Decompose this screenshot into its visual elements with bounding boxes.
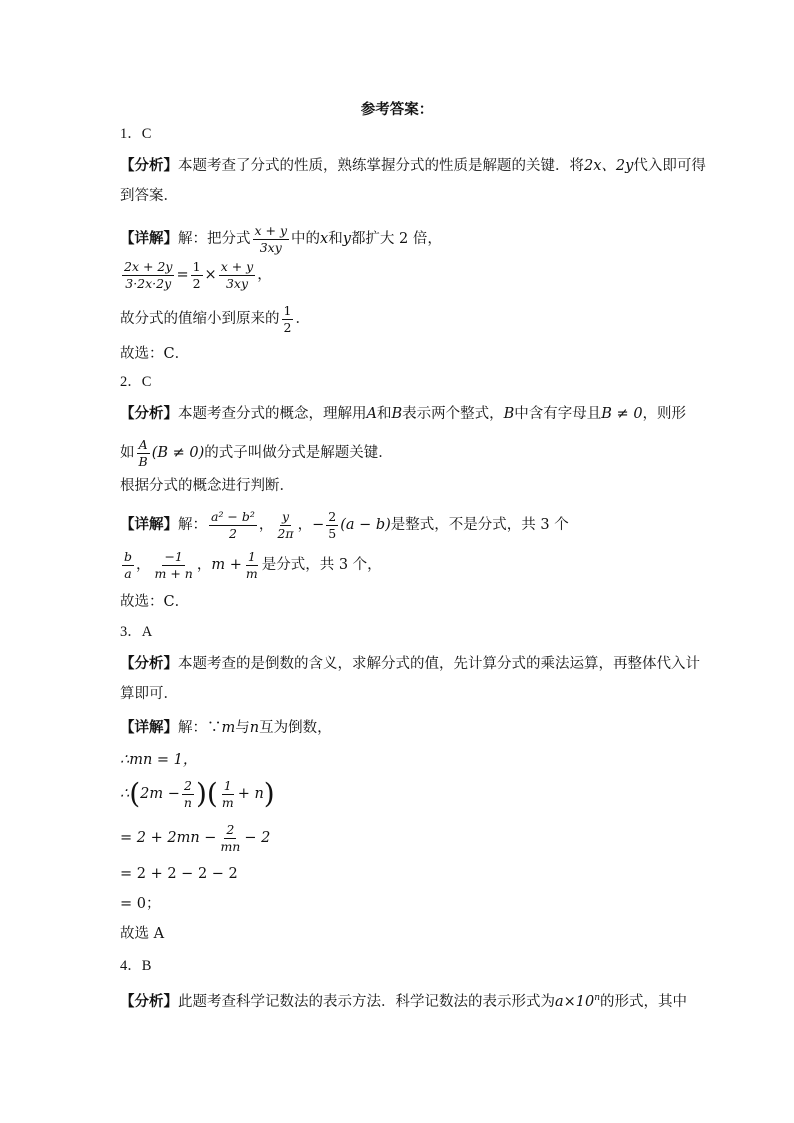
q3-choice: 故选 A: [120, 926, 165, 942]
q1-equation: $\frac{2x + 2y}{3\cdot 2x\cdot 2y}$ = $\frac{1}{2}$ × $\frac{x + y}{3xy}$ ，: [124, 258, 272, 291]
fraction: $\frac{2}{n}$: [183, 777, 192, 810]
analysis-tag: 【分析】: [120, 405, 178, 422]
fraction: $\frac{1}{2}$: [192, 258, 201, 291]
q3-step-4: = 2 + 2 − 2 − 2: [120, 866, 238, 882]
page-title: 参考答案：: [360, 101, 434, 118]
fraction: $\frac{1}{m}$: [245, 548, 258, 581]
q1-analysis: 【分析】本题考查了分式的性质，熟练掌握分式的性质是解题的关键．将2x、2y代入即可得: [120, 157, 706, 174]
q2-analysis-cont: 如 $\frac{A}{B}$ (B ≠ 0)的式子叫做分式是解题关键．: [120, 436, 393, 469]
q4-analysis: 【分析】此题考查科学记数法的表示方法．科学记数法的表示形式为$a\times 10^n$的形式，其中: [120, 992, 688, 1010]
q3-analysis: 【分析】本题考查的是倒数的含义，求解分式的值，先计算分式的乘法运算，再整体代入计: [120, 655, 700, 672]
fraction: $\frac{b}{a}$: [124, 548, 133, 581]
analysis-tag: 【分析】: [120, 157, 178, 174]
detail-tag: 【详解】: [120, 516, 178, 533]
q2-detail-cont: $\frac{b}{a}$ ， $\frac{-1}{m + n}$ ，m + $\frac{1}{m}$ 是分式，共 3 个，: [124, 548, 382, 581]
q1-analysis-cont: 到答案．: [120, 188, 178, 204]
q2-analysis: 【分析】本题考查分式的概念，理解用A和B表示两个整式，B中含有字母且B ≠ 0，则形: [120, 405, 687, 422]
q1-conclusion: 故分式的值缩小到原来的 $\frac{1}{2}$ ．: [120, 302, 310, 335]
q3-analysis-cont: 算即可．: [120, 686, 178, 702]
fraction: $\frac{2}{5}$: [328, 508, 337, 541]
fraction: $\frac{x + y}{3xy}$: [220, 258, 254, 291]
fraction: $\frac{2}{mn}$: [220, 821, 241, 854]
q1-detail: 【详解】解：把分式 $\frac{x + y}{3xy}$ 中的x和y都扩大 2 倍，: [120, 222, 442, 255]
fraction: $\frac{\text{a² − b²}}{2}$: [211, 508, 255, 541]
detail-tag: 【详解】: [120, 719, 178, 736]
fraction: $\frac{y}{2\pi}$: [277, 508, 294, 541]
fraction: $\frac{x + y}{3xy}$: [254, 222, 288, 255]
fraction: $\frac{-1}{m + n}$: [154, 548, 193, 581]
q2-detail: 【详解】解： $\frac{\text{a² − b²}}{2}$ ， $\frac{y}{2\pi}$ ，− $\frac{2}{5}$ (a − b)是整式，不是分式，共 3 个: [120, 508, 569, 541]
question-3-answer: 3．A: [120, 624, 153, 640]
question-1-answer: 1．C: [120, 126, 152, 142]
q3-step-5: = 0；: [120, 896, 161, 912]
fraction: $\frac{1}{2}$: [283, 302, 292, 335]
question-2-answer: 2．C: [120, 374, 152, 390]
q3-step-3: = 2 + 2mn − $\frac{2}{mn}$ − 2: [120, 821, 271, 854]
detail-tag: 【详解】: [120, 230, 178, 247]
q3-step-2: ∴(2m − $\frac{2}{n}$ )( $\frac{1}{m}$ + n): [120, 777, 275, 810]
q3-detail: 【详解】解：∵m与n互为倒数，: [120, 719, 332, 736]
fraction: $\frac{A}{B}$: [138, 436, 148, 469]
analysis-tag: 【分析】: [120, 992, 178, 1010]
q3-step-1: ∴mn = 1，: [120, 752, 198, 768]
question-4-answer: 4．B: [120, 958, 152, 974]
fraction: $\frac{1}{m}$: [221, 777, 234, 810]
fraction: $\frac{2x + 2y}{3\cdot 2x\cdot 2y}$: [124, 258, 173, 291]
q2-analysis-line3: 根据分式的概念进行判断．: [120, 478, 294, 494]
q1-choice: 故选：C．: [120, 346, 190, 362]
analysis-tag: 【分析】: [120, 655, 178, 672]
q2-choice: 故选：C．: [120, 594, 190, 610]
